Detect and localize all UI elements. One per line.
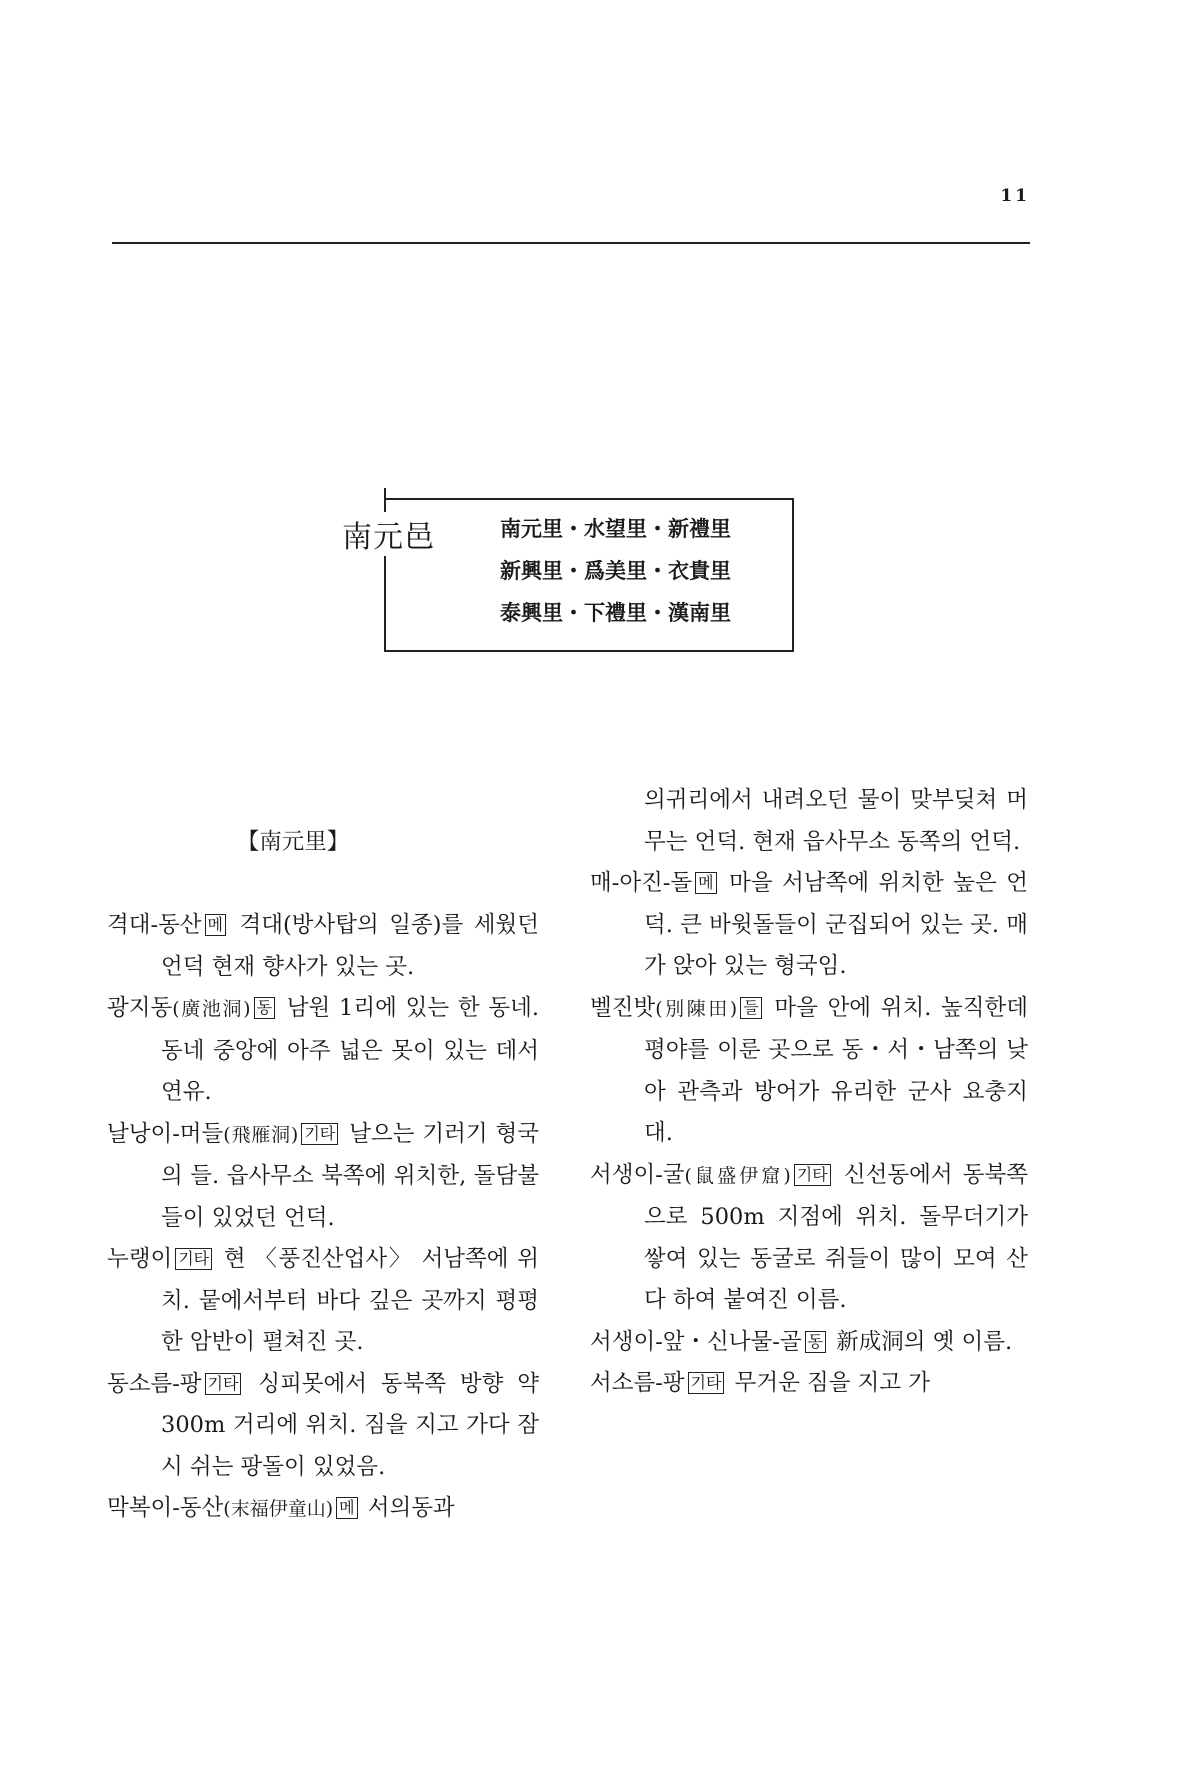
left-column <box>107 822 539 1531</box>
entry-text: 현 〈풍진산업사〉 서남쪽에 위치. 뭍에서부터 바다 깊은 곳까지 평평한 암반이 펼쳐진 곳. <box>161 1246 539 1355</box>
entry-text: 격대(방사탑의 일종)를 세웠던 언덕 현재 향사가 있는 곳. <box>161 912 539 980</box>
entry-continuation: 의귀리에서 내려오던 물이 맞부딪쳐 머무는 언덕. 현재 읍사무소 동쪽의 언덕. <box>644 787 1028 855</box>
category-tag: 동 <box>805 1331 826 1353</box>
entry-head: 날낭이-머들 <box>107 1120 224 1147</box>
place-entry <box>107 1114 539 1240</box>
right-column <box>590 780 1028 1405</box>
page-number: 11 <box>1000 186 1030 206</box>
section-heading: 【南元里】 <box>236 829 350 855</box>
entry-head: 매-아진-돌 <box>590 870 693 896</box>
entry-head: 동소름-팡 <box>107 1370 202 1397</box>
entry-hanja: (別陳田) <box>655 997 738 1020</box>
entry-text: 신선동에서 동북쪽으로 500m 지점에 위치. 돌무더기가 쌓여 있는 동굴로 쥐들이 많이 모여 산다 하여 붙여진 이름. <box>644 1161 1029 1313</box>
entry-head: 벨진밧 <box>590 994 656 1021</box>
village-line: 南元里・水望里・新禮里 <box>500 517 731 541</box>
entry-text: 마을 서남쪽에 위치한 높은 언덕. 큰 바윗돌들이 군집되어 있는 곳. 매가 앉아 있는 형국임. <box>644 870 1028 979</box>
entry-head: 광지동 <box>107 995 173 1021</box>
entry-text: 서의동과 <box>360 1495 455 1521</box>
entry-head: 서생이-앞・신나물-골 <box>590 1328 802 1355</box>
entry-head: 서생이-굴 <box>590 1161 685 1188</box>
category-tag: 기타 <box>301 1123 338 1145</box>
entry-head: 누랭이 <box>107 1246 173 1272</box>
village-line: 泰興里・下禮里・漢南里 <box>500 601 731 625</box>
category-tag: 기타 <box>794 1164 831 1186</box>
entry-hanja: (飛雁洞) <box>223 1123 299 1146</box>
entry-head: 서소름-팡 <box>590 1370 685 1396</box>
category-tag: 들 <box>740 997 761 1019</box>
place-entry <box>590 1363 1028 1405</box>
village-line: 新興里・爲美里・衣貴里 <box>500 559 731 583</box>
entry-hanja: (鼠盛伊窟) <box>684 1164 791 1187</box>
entry-text: 싱피못에서 동북쪽 방향 약 300m 거리에 위치. 짐을 지고 가다 잠시 쉬는 팡돌이 있었음. <box>161 1370 539 1480</box>
place-entry <box>107 988 539 1114</box>
entry-text: 新成洞의 옛 이름. <box>829 1328 1013 1355</box>
entry-text: 날으는 기러기 형국의 들. 읍사무소 북쪽에 위치한, 돌담불들이 있었던 언덕. <box>161 1120 539 1231</box>
entry-hanja: (廣池洞) <box>172 998 251 1020</box>
entry-text: 마을 안에 위치. 높직한데 평야를 이룬 곳으로 동・서・남쪽의 낮아 관측과 방어가 유리한 군사 요충지대. <box>644 994 1028 1146</box>
place-entry <box>107 1364 539 1489</box>
entry-head: 막복이-동산 <box>107 1495 224 1521</box>
village-list <box>500 508 790 634</box>
place-entry <box>590 863 1028 988</box>
category-tag: 기타 <box>175 1248 212 1270</box>
header-rule <box>112 242 1030 244</box>
category-tag: 메 <box>205 914 226 936</box>
place-entry <box>590 988 1028 1155</box>
category-tag: 기타 <box>688 1372 725 1394</box>
category-tag: 동 <box>254 997 275 1019</box>
category-tag: 메 <box>336 1497 357 1519</box>
township-name: 南元邑 <box>338 512 439 556</box>
place-entry <box>107 1239 539 1364</box>
entry-text: 남원 1리에 있는 한 동네. 동네 중앙에 아주 넓은 못이 있는 데서 연유. <box>161 995 540 1105</box>
entry-head: 격대-동산 <box>107 912 202 938</box>
category-tag: 메 <box>695 872 716 894</box>
place-entry <box>107 1488 539 1531</box>
entry-text: 무거운 짐을 지고 가 <box>727 1370 930 1396</box>
place-entry <box>590 1155 1028 1322</box>
entry-hanja: (末福伊童山) <box>223 1498 334 1520</box>
place-entry <box>107 905 539 988</box>
place-entry <box>590 1322 1028 1364</box>
category-tag: 기타 <box>205 1373 242 1395</box>
